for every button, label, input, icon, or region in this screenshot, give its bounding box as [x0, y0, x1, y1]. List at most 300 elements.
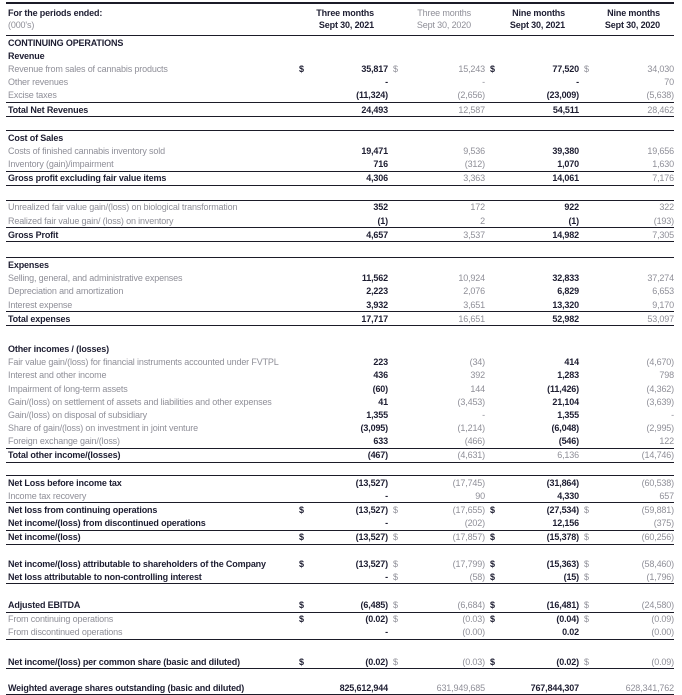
value-cell-col1 [294, 300, 388, 310]
cell-value: 657 [659, 490, 674, 501]
cell-value: (17,799) [452, 558, 485, 569]
row-label: Adjusted EBITDA [8, 599, 81, 610]
period-header-line1: Nine months [607, 8, 660, 18]
value-cell-col3 [485, 146, 579, 156]
value-cell-col3 [485, 159, 579, 169]
value-cell-col2 [388, 159, 485, 169]
value-cell-col3 [485, 370, 579, 380]
cell-value: (0.04) [556, 614, 579, 625]
table-row [6, 258, 674, 271]
cell-value: (6,485) [360, 599, 388, 610]
period-header-line2: Sept 30, 2021 [318, 20, 374, 30]
cell-value: 17,717 [361, 313, 388, 324]
value-cell-col2 [388, 273, 485, 283]
table-row [6, 285, 674, 298]
row-label: Revenue from sales of cannabis products [8, 63, 168, 74]
value-cell-col2 [388, 491, 485, 501]
value-cell-col3 [485, 491, 579, 501]
value-cell-col1 [294, 505, 388, 515]
value-cell-col1 [294, 273, 388, 283]
row-label: Weighted average shares outstanding (basic and diluted) [8, 682, 245, 693]
currency-symbol: $ [490, 532, 495, 543]
value-cell-col1 [294, 683, 388, 693]
value-cell-col3 [485, 657, 579, 667]
currency-symbol: $ [490, 614, 495, 625]
value-cell-col2 [388, 105, 485, 115]
table-row [6, 598, 674, 612]
value-cell-col2 [388, 230, 485, 240]
cell-value: - [385, 518, 388, 529]
cell-value: (0.03) [462, 614, 485, 625]
cell-value: 9,170 [652, 299, 674, 310]
value-cell-col2 [388, 370, 485, 380]
currency-symbol: $ [490, 63, 495, 74]
table-row [6, 89, 674, 103]
cell-value: (1) [568, 215, 579, 226]
currency-symbol: $ [584, 656, 589, 667]
row-label: Excise taxes [8, 90, 57, 101]
header-title-line1: For the periods ended: [8, 8, 103, 18]
value-cell-col2 [388, 300, 485, 310]
value-cell-col3 [485, 683, 579, 693]
value-cell-col3 [485, 384, 579, 394]
cell-value: (60,256) [641, 532, 674, 543]
value-cell-col1 [294, 90, 388, 100]
cell-value: 12,587 [458, 104, 485, 115]
table-row [6, 158, 674, 172]
row-label: Income tax recovery [8, 490, 87, 501]
value-cell-col3 [485, 450, 579, 460]
currency-symbol: $ [299, 505, 304, 516]
value-cell-col3 [485, 478, 579, 488]
cell-value: (60) [372, 383, 388, 394]
value-cell-col3 [485, 202, 579, 212]
cell-value: (27,534) [546, 505, 579, 516]
cell-value: (2,656) [457, 90, 485, 101]
cell-value: 24,493 [361, 104, 388, 115]
cell-value: 3,932 [366, 299, 388, 310]
cell-value: 223 [373, 357, 388, 368]
period-header-line1: Three months [417, 8, 471, 18]
cell-value: (2,995) [646, 423, 674, 434]
table-row [6, 76, 674, 89]
cell-value: 35,817 [361, 63, 388, 74]
value-cell-col1 [294, 159, 388, 169]
table-body [6, 36, 674, 695]
currency-symbol: $ [299, 532, 304, 543]
value-cell-col1 [294, 491, 388, 501]
row-label: Expenses [8, 260, 49, 271]
value-cell-col4 [579, 410, 674, 420]
currency-symbol: $ [584, 571, 589, 582]
period-header-line1: Three months [316, 8, 374, 18]
cell-value: (13,527) [355, 505, 388, 516]
value-cell-col3 [485, 518, 579, 528]
cell-value: 34,030 [647, 63, 674, 74]
cell-value: 54,511 [552, 104, 579, 115]
value-cell-col4 [579, 314, 674, 324]
cell-value: 798 [659, 370, 674, 381]
period-column-header-2 [388, 7, 485, 31]
value-cell-col1 [294, 614, 388, 624]
cell-value: 6,653 [652, 286, 674, 297]
value-cell-col4 [579, 146, 674, 156]
value-cell-col3 [485, 286, 579, 296]
period-header-line2: Sept 30, 2021 [509, 20, 565, 30]
cell-value: 21,104 [552, 396, 579, 407]
row-label: Realized fair value gain/ (loss) on inventory [8, 215, 174, 226]
value-cell-col2 [388, 572, 485, 582]
row-label: Net income/(loss) from discontinued operations [8, 518, 206, 529]
value-cell-col2 [388, 77, 485, 87]
cell-value: 4,330 [557, 490, 579, 501]
row-label: Gross profit excluding fair value items [8, 173, 167, 184]
cell-value: (15,378) [546, 532, 579, 543]
value-cell-col3 [485, 423, 579, 433]
value-cell-col4 [579, 230, 674, 240]
value-cell-col3 [485, 173, 579, 183]
cell-value: 6,829 [557, 286, 579, 297]
value-cell-col1 [294, 384, 388, 394]
value-cell-col1 [294, 572, 388, 582]
currency-symbol: $ [584, 532, 589, 543]
table-row [6, 449, 674, 463]
row-label: Net income/(loss) per common share (basic and diluted) [8, 656, 240, 667]
row-label: Total other income/(losses) [8, 450, 121, 461]
value-cell-col4 [579, 627, 674, 637]
table-row [6, 201, 674, 214]
table-row [6, 531, 674, 545]
value-cell-col1 [294, 532, 388, 542]
value-cell-col2 [388, 202, 485, 212]
cell-value: 436 [373, 370, 388, 381]
table-row [6, 369, 674, 382]
table-row [6, 613, 674, 626]
cell-value: 39,380 [552, 145, 579, 156]
cell-value: 1,355 [366, 409, 388, 420]
cell-value: 28,462 [647, 104, 674, 115]
value-cell-col3 [485, 105, 579, 115]
cell-value: 41 [378, 396, 388, 407]
row-label: Foreign exchange gain/(loss) [8, 436, 120, 447]
value-cell-col3 [485, 532, 579, 542]
cell-value: (13,527) [355, 477, 388, 488]
cell-value: (3,095) [360, 423, 388, 434]
cell-value: 2 [480, 215, 485, 226]
section-gap [6, 242, 674, 258]
cell-value: 628,341,762 [625, 682, 674, 693]
currency-symbol: $ [393, 505, 398, 516]
table-row [6, 626, 674, 640]
value-cell-col2 [388, 423, 485, 433]
table-row [6, 517, 674, 531]
value-cell-col1 [294, 105, 388, 115]
cell-value: 3,363 [463, 173, 485, 184]
cell-value: (17,857) [452, 532, 485, 543]
cell-value: 633 [373, 436, 388, 447]
row-label: Revenue [8, 50, 45, 61]
row-label: Gain/(loss) on settlement of assets and liabilities and other expenses [8, 396, 272, 407]
value-cell-col2 [388, 600, 485, 610]
value-cell-col4 [579, 559, 674, 569]
value-cell-col4 [579, 478, 674, 488]
cell-value: 70 [664, 77, 674, 88]
value-cell-col2 [388, 478, 485, 488]
value-cell-col1 [294, 559, 388, 569]
cell-value: (60,538) [641, 477, 674, 488]
cell-value: (0.09) [651, 656, 674, 667]
currency-symbol: $ [490, 558, 495, 569]
value-cell-col1 [294, 627, 388, 637]
value-cell-col4 [579, 384, 674, 394]
cell-value: 1,355 [557, 409, 579, 420]
cell-value: 1,283 [557, 370, 579, 381]
value-cell-col2 [388, 314, 485, 324]
currency-symbol: $ [584, 614, 589, 625]
value-cell-col4 [579, 614, 674, 624]
period-column-header-3 [485, 7, 579, 31]
value-cell-col4 [579, 572, 674, 582]
period-header-line2: Sept 30, 2020 [416, 20, 471, 30]
value-cell-col3 [485, 627, 579, 637]
value-cell-col3 [485, 410, 579, 420]
value-cell-col4 [579, 159, 674, 169]
value-cell-col1 [294, 478, 388, 488]
table-row [6, 228, 674, 242]
table-row [6, 489, 674, 503]
cell-value: (11,324) [356, 90, 388, 101]
value-cell-col2 [388, 216, 485, 226]
cell-value: (1,214) [457, 423, 485, 434]
table-row [6, 103, 674, 117]
value-cell-col4 [579, 300, 674, 310]
value-cell-col3 [485, 559, 579, 569]
period-column-header-4 [579, 7, 674, 31]
value-cell-col1 [294, 146, 388, 156]
cell-value: (4,362) [646, 383, 674, 394]
currency-symbol: $ [393, 656, 398, 667]
currency-symbol: $ [299, 599, 304, 610]
value-cell-col4 [579, 216, 674, 226]
section-gap [6, 584, 674, 598]
value-cell-col3 [485, 64, 579, 74]
cell-value: 11,562 [361, 273, 388, 284]
row-label: Inventory (gain)/impairment [8, 159, 114, 170]
cell-value: - [482, 409, 485, 420]
table-row [6, 422, 674, 435]
cell-value: 14,061 [552, 173, 579, 184]
cell-value: (0.02) [365, 656, 388, 667]
cell-value: 1,070 [557, 159, 579, 170]
row-label: Gross Profit [8, 229, 59, 240]
cell-value: 9,536 [463, 145, 485, 156]
table-row [6, 49, 674, 62]
cell-value: (0.00) [651, 627, 674, 638]
row-label: Costs of finished cannabis inventory sold [8, 145, 165, 156]
row-label: Net loss attributable to non-controlling interest [8, 571, 202, 582]
value-cell-col4 [579, 286, 674, 296]
cell-value: (58,460) [641, 558, 674, 569]
cell-value: (1,796) [646, 571, 674, 582]
cell-value: (0.02) [556, 656, 579, 667]
cell-value: (375) [653, 518, 674, 529]
currency-symbol: $ [490, 505, 495, 516]
value-cell-col4 [579, 450, 674, 460]
currency-symbol: $ [393, 571, 398, 582]
row-label: Depreciation and amortization [8, 286, 124, 297]
cell-value: - [385, 77, 388, 88]
value-cell-col2 [388, 532, 485, 542]
table-row [6, 655, 674, 669]
header-title-line2: (000's) [8, 20, 35, 30]
row-label: Interest expense [8, 299, 73, 310]
row-label: Selling, general, and administrative expenses [8, 273, 183, 284]
value-cell-col2 [388, 436, 485, 446]
cell-value: 15,243 [458, 63, 485, 74]
cell-value: 4,306 [366, 173, 388, 184]
value-cell-col2 [388, 173, 485, 183]
cell-value: (59,881) [641, 505, 674, 516]
value-cell-col4 [579, 273, 674, 283]
table-row [6, 681, 674, 695]
value-cell-col2 [388, 657, 485, 667]
value-cell-col1 [294, 286, 388, 296]
cell-value: - [576, 77, 579, 88]
value-cell-col4 [579, 370, 674, 380]
value-cell-col3 [485, 90, 579, 100]
cell-value: 2,076 [463, 286, 485, 297]
table-header [6, 2, 674, 36]
table-row [6, 172, 674, 186]
cell-value: (467) [367, 450, 388, 461]
cell-value: 172 [470, 202, 485, 213]
value-cell-col2 [388, 450, 485, 460]
cell-value: (17,745) [452, 477, 485, 488]
value-cell-col2 [388, 614, 485, 624]
cell-value: - [671, 409, 674, 420]
row-label: Gain/(loss) on disposal of subsidiary [8, 409, 148, 420]
cell-value: (0.09) [651, 614, 674, 625]
value-cell-col4 [579, 532, 674, 542]
value-cell-col1 [294, 450, 388, 460]
value-cell-col4 [579, 357, 674, 367]
section-gap [6, 186, 674, 201]
value-cell-col1 [294, 518, 388, 528]
table-row [6, 298, 674, 312]
cell-value: 4,657 [366, 229, 388, 240]
value-cell-col1 [294, 230, 388, 240]
cell-value: 322 [659, 202, 674, 213]
table-row [6, 342, 674, 355]
cell-value: - [482, 77, 485, 88]
cell-value: 52,982 [552, 313, 579, 324]
cell-value: 825,612,944 [339, 682, 388, 693]
cell-value: - [385, 627, 388, 638]
value-cell-col4 [579, 77, 674, 87]
value-cell-col4 [579, 173, 674, 183]
cell-value: (3,639) [646, 396, 674, 407]
value-cell-col4 [579, 657, 674, 667]
currency-symbol: $ [393, 614, 398, 625]
cell-value: (15,363) [546, 558, 579, 569]
section-gap [6, 117, 674, 131]
cell-value: 716 [373, 159, 388, 170]
cell-value: (1) [377, 215, 388, 226]
cell-value: 19,471 [361, 145, 388, 156]
value-cell-col4 [579, 64, 674, 74]
cell-value: 392 [470, 370, 485, 381]
value-cell-col4 [579, 202, 674, 212]
cell-value: 122 [659, 436, 674, 447]
period-column-header-1 [294, 7, 388, 31]
value-cell-col2 [388, 518, 485, 528]
value-cell-col1 [294, 600, 388, 610]
cell-value: 144 [470, 383, 485, 394]
value-cell-col3 [485, 230, 579, 240]
value-cell-col4 [579, 423, 674, 433]
cell-value: 16,651 [458, 313, 485, 324]
currency-symbol: $ [299, 558, 304, 569]
cell-value: (312) [464, 159, 485, 170]
currency-symbol: $ [584, 505, 589, 516]
row-label: Impairment of long-term assets [8, 383, 128, 394]
value-cell-col3 [485, 300, 579, 310]
cell-value: (0.03) [462, 656, 485, 667]
section-gap [6, 640, 674, 655]
cell-value: 631,949,685 [436, 682, 485, 693]
row-label: CONTINUING OPERATIONS [8, 37, 124, 48]
table-row [6, 312, 674, 326]
value-cell-col1 [294, 657, 388, 667]
row-label: Total expenses [8, 313, 71, 324]
currency-symbol: $ [393, 599, 398, 610]
currency-symbol: $ [393, 532, 398, 543]
value-cell-col3 [485, 436, 579, 446]
cell-value: (4,631) [457, 450, 485, 461]
cell-value: (24,580) [641, 599, 674, 610]
table-row [6, 476, 674, 489]
cell-value: 352 [373, 202, 388, 213]
row-label: From discontinued operations [8, 627, 123, 638]
header-title [6, 7, 294, 31]
row-label: Total Net Revenues [8, 104, 89, 115]
value-cell-col4 [579, 436, 674, 446]
cell-value: (193) [653, 215, 674, 226]
currency-symbol: $ [584, 599, 589, 610]
period-header-line2: Sept 30, 2020 [604, 20, 660, 30]
table-row [6, 356, 674, 369]
value-cell-col4 [579, 505, 674, 515]
currency-symbol: $ [299, 656, 304, 667]
value-cell-col2 [388, 286, 485, 296]
cell-value: (15) [563, 571, 579, 582]
cell-value: (0.02) [365, 614, 388, 625]
value-cell-col3 [485, 614, 579, 624]
currency-symbol: $ [490, 656, 495, 667]
cell-value: 3,537 [463, 229, 485, 240]
row-label: Other revenues [8, 77, 68, 88]
value-cell-col2 [388, 397, 485, 407]
value-cell-col1 [294, 216, 388, 226]
value-cell-col4 [579, 397, 674, 407]
section-gap [6, 463, 674, 476]
cell-value: (6,684) [457, 599, 485, 610]
row-label: Cost of Sales [8, 132, 64, 143]
value-cell-col2 [388, 384, 485, 394]
row-label: Unrealized fair value gain/(loss) on biological transformation [8, 202, 238, 213]
row-label: Share of gain/(loss) on investment in joint venture [8, 423, 198, 434]
currency-symbol: $ [299, 63, 304, 74]
